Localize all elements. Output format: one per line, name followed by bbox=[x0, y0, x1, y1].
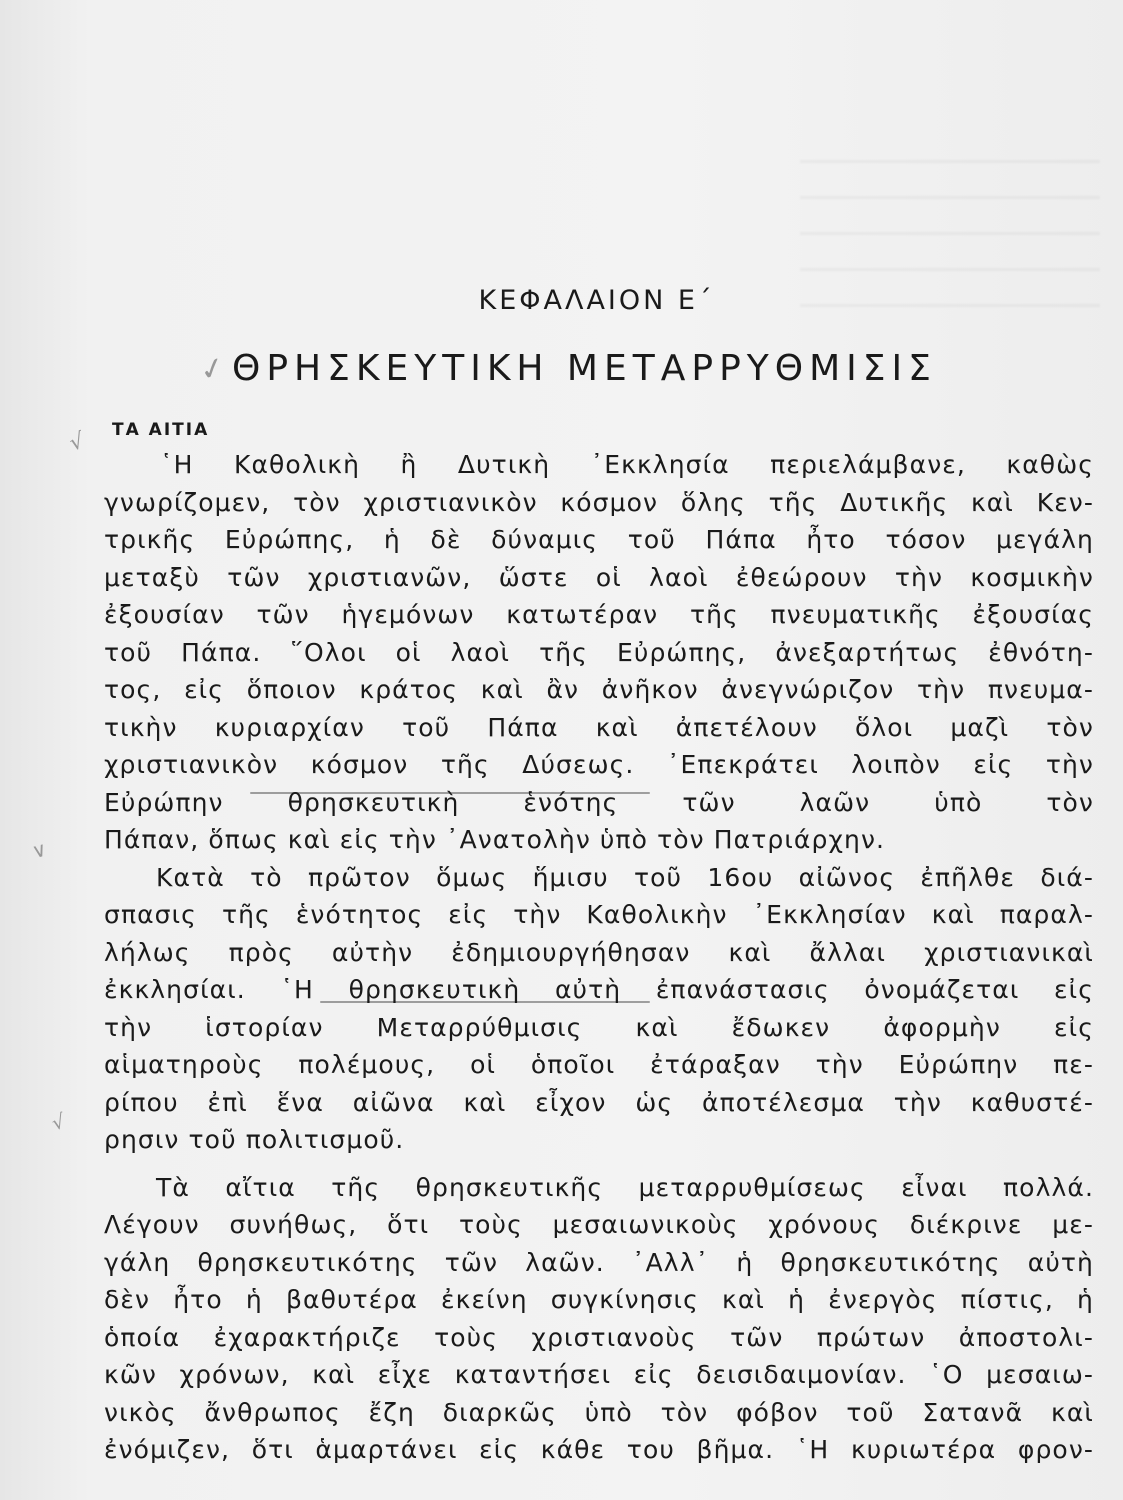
text-line: Εὐρώπην θρησκευτικὴ ἑνότης τῶν λαῶν ὑπὸ τὸν bbox=[104, 787, 1094, 817]
text-line: ρίπου ἐπὶ ἕνα αἰῶνα καὶ εἶχον ὡς ἀποτέλεσμα τὴν καθυστέ- bbox=[104, 1087, 1094, 1117]
text-line: Λέγουν συνήθως, ὅτι τοὺς μεσαιωνικοὺς χρόνους διέκρινε με- bbox=[104, 1210, 1094, 1239]
body-text bbox=[104, 446, 1094, 1469]
text-line: ἐνόμιζεν, ὅτι ἁμαρτάνει εἰς κάθε του βῆμα. ῾Η κυριωτέρα φρον- bbox=[104, 1435, 1094, 1464]
text-line: χριστιανικὸν κόσμον τῆς Δύσεως. ᾿Επεκράτει λοιπὸν εἰς τὴν bbox=[104, 750, 1094, 779]
margin-mark: √ bbox=[49, 1108, 68, 1136]
text-line: μεταξὺ τῶν χριστιανῶν, ὥστε οἱ λαοὶ ἐθεώρουν τὴν κοσμικὴν bbox=[104, 562, 1094, 592]
text-line: γάλη θρησκευτικότης τῶν λαῶν. ᾿Αλλ᾿ ἡ θρησκευτικότης αὐτὴ bbox=[104, 1247, 1094, 1277]
text-line: γνωρίζομεν, τὸν χριστιανικὸν κόσμον ὅλης τῆς Δυτικῆς καὶ Κεν- bbox=[104, 487, 1094, 517]
text-line: τὴν ἱστορίαν Μεταρρύθμισις καὶ ἔδωκεν ἀφορμὴν εἰς bbox=[104, 1012, 1094, 1042]
text-line: ῾Η Καθολικὴ ἢ Δυτικὴ ᾿Εκκλησία περιελάμβανε, καθὼς bbox=[160, 450, 1094, 479]
text-line: ὁποία ἐχαρακτήριζε τοὺς χριστιανοὺς τῶν πρώτων ἀποστολι- bbox=[104, 1322, 1094, 1352]
page-title: ΘΡΗΣΚΕΥΤΙΚΗ ΜΕΤΑΡΡΥΘΜΙΣΙΣ bbox=[232, 348, 937, 389]
text-line: αἱματηροὺς πολέμους, οἱ ὁποῖοι ἐτάραξαν τὴν Εὐρώπην πε- bbox=[104, 1050, 1094, 1079]
text-line: Κατὰ τὸ πρῶτον ὅμως ἥμισυ τοῦ 16ου αἰῶνος ἐπῆλθε διά- bbox=[156, 862, 1094, 892]
text-line: τοῦ Πάπα. ῞Ολοι οἱ λαοὶ τῆς Εὐρώπης, ἀνεξαρτήτως ἐθνότη- bbox=[104, 637, 1094, 667]
margin-mark: √ bbox=[67, 428, 88, 457]
text-line: Πάπαν, ὅπως καὶ εἰς τὴν ᾿Ανατολὴν ὑπὸ τὸν Πατριάρχην. bbox=[104, 825, 886, 854]
pencil-check-mark: ✓ bbox=[195, 349, 230, 390]
text-line: δὲν ἦτο ἡ βαθυτέρα ἐκείνη συγκίνησις καὶ ἡ ἐνεργὸς πίστις, ἡ bbox=[104, 1285, 1094, 1314]
text-line: κῶν χρόνων, καὶ εἶχε καταντήσει εἰς δεισιδαιμονίαν. ῾Ο μεσαιω- bbox=[104, 1360, 1094, 1389]
text-line: ρησιν τοῦ πολιτισμοῦ. bbox=[104, 1125, 405, 1154]
text-line: Τὰ αἴτια τῆς θρησκευτικῆς μεταρρυθμίσεως εἶναι πολλά. bbox=[156, 1172, 1094, 1202]
text-line: νικὸς ἄνθρωπος ἔζη διαρκῶς ὑπὸ τὸν φόβον τοῦ Σατανᾶ καὶ bbox=[104, 1397, 1094, 1427]
margin-mark: ∨ bbox=[29, 836, 50, 864]
text-line: λήλως πρὸς αὐτὴν ἐδημιουργήθησαν καὶ ἄλλαι χριστιανικαὶ bbox=[104, 937, 1094, 967]
text-line: τρικῆς Εὐρώπης, ἡ δὲ δύναμις τοῦ Πάπα ἦτο τόσον μεγάλη bbox=[104, 525, 1094, 554]
text-line: σπασις τῆς ἑνότητος εἰς τὴν Καθολικὴν ᾿Εκκλησίαν καὶ παραλ- bbox=[104, 900, 1094, 929]
text-line: ἐξουσίαν τῶν ἡγεμόνων κατωτέραν τῆς πνευματικῆς ἐξουσίας bbox=[104, 600, 1094, 629]
text-line: ἐκκλησίαι. ῾Η θρησκευτικὴ αὐτὴ ἐπανάστασις ὀνομάζεται εἰς bbox=[104, 975, 1094, 1004]
section-heading: ΤΑ ΑΙΤΙΑ bbox=[112, 420, 210, 440]
text-line: τος, εἰς ὅποιον κράτος καὶ ἂν ἀνῆκον ἀνεγνώριζον τὴν πνευμα- bbox=[104, 675, 1094, 704]
chapter-heading: ΚΕΦΑΛΑΙΟΝ Ε΄ bbox=[478, 285, 715, 316]
text-line: τικὴν κυριαρχίαν τοῦ Πάπα καὶ ἀπετέλουν ὅλοι μαζὶ τὸν bbox=[104, 712, 1094, 742]
